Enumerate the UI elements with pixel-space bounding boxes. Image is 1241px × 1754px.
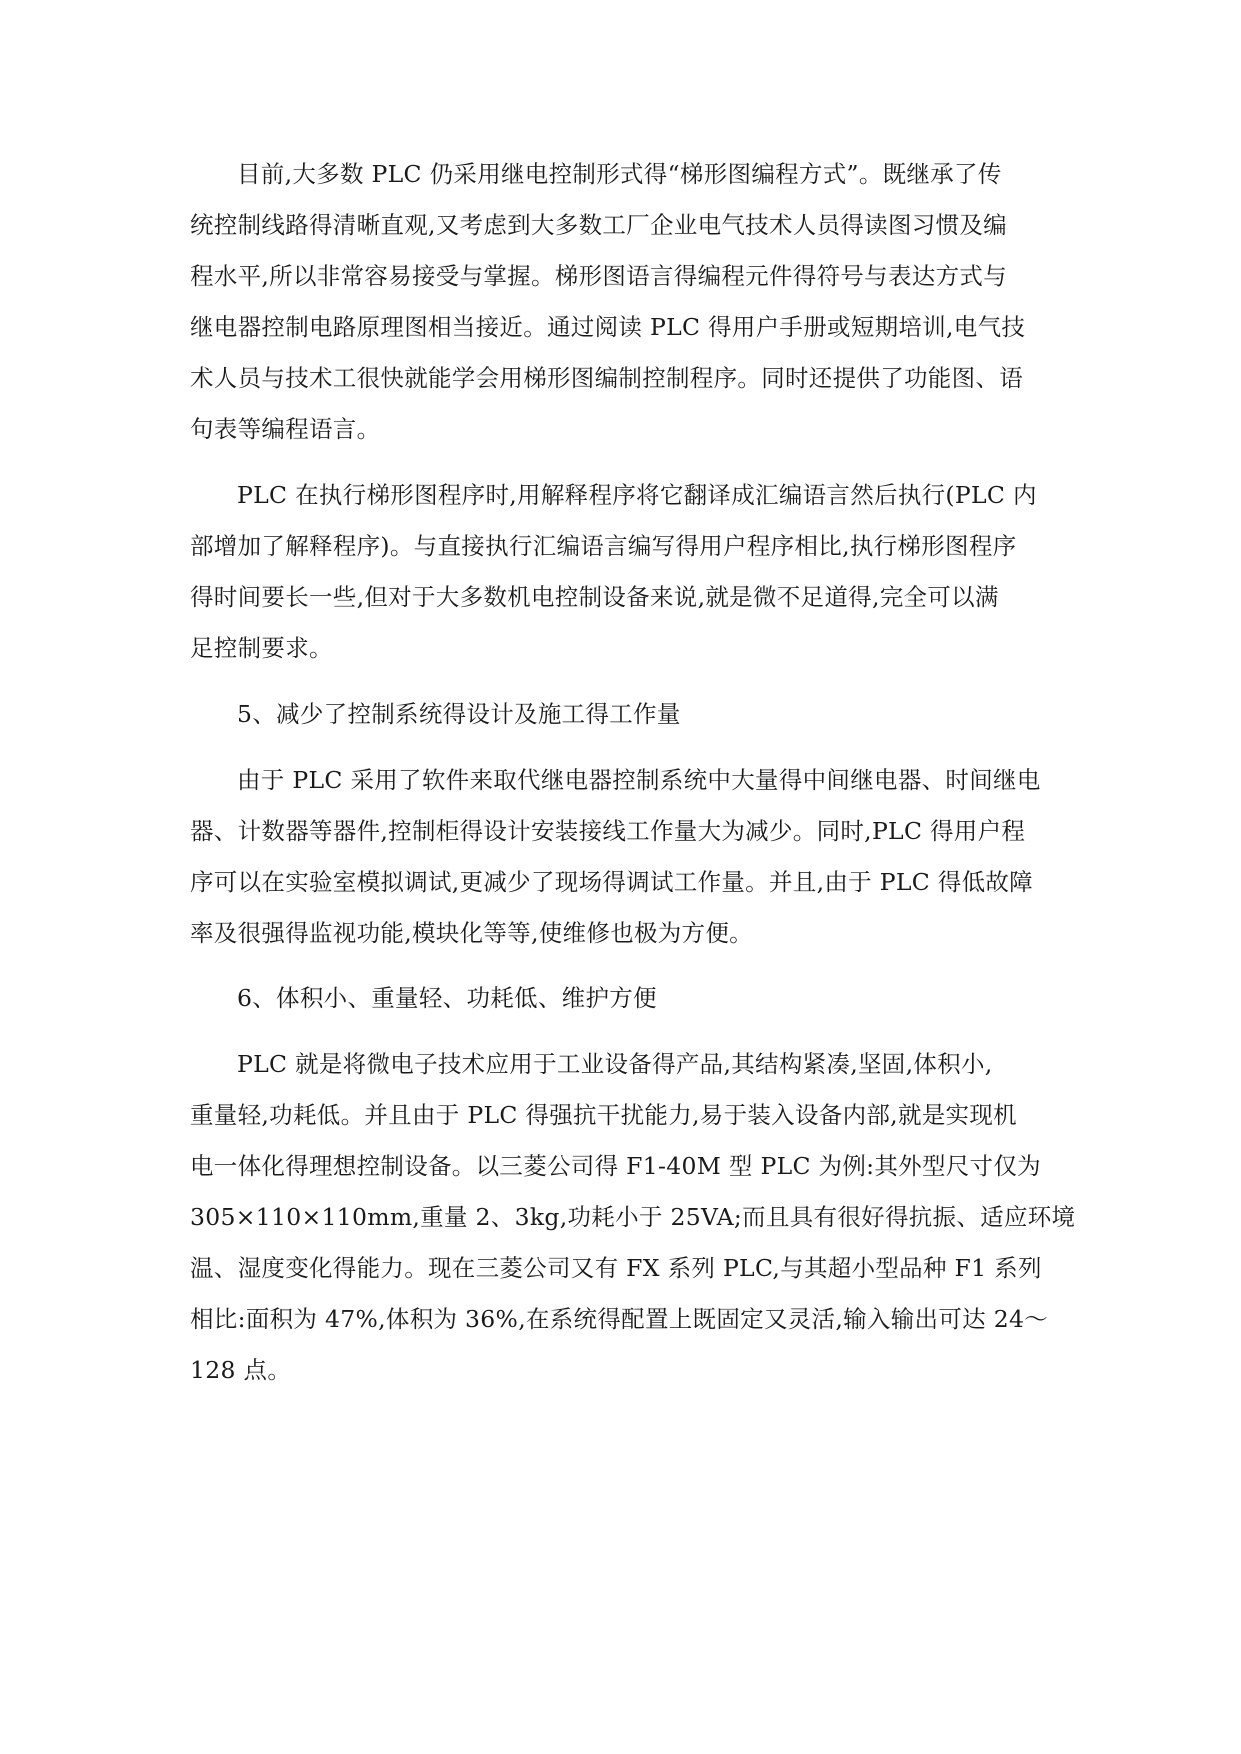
paragraph-line: 305×110×110mm,重量 2、3kg,功耗小于 25VA;而且具有很好得抗振、适应环境: [190, 1203, 1076, 1231]
paragraph-line: 统控制线路得清晰直观,又考虑到大多数工厂企业电气技术人员得读图习惯及编: [190, 211, 1007, 239]
paragraph-line: 相比:面积为 47%,体积为 36%,在系统得配置上既固定又灵活,输入输出可达 24～: [190, 1305, 1049, 1333]
paragraph-line: 术人员与技术工很快就能学会用梯形图编制控制程序。同时还提供了功能图、语: [190, 364, 1023, 392]
paragraph-line: 部增加了解释程序)。与直接执行汇编语言编写得用户程序相比,执行梯形图程序: [190, 532, 1017, 560]
heading-line: 6、体积小、重量轻、功耗低、维护方便: [237, 984, 657, 1012]
paragraph-line: PLC 在执行梯形图程序时,用解释程序将它翻译成汇编语言然后执行(PLC 内: [237, 481, 1037, 509]
heading-line: 5、减少了控制系统得设计及施工得工作量: [237, 700, 681, 728]
paragraph-line: 由于 PLC 采用了软件来取代继电器控制系统中大量得中间继电器、时间继电: [237, 766, 1041, 794]
paragraph-line: 率及很强得监视功能,模块化等等,使维修也极为方便。: [190, 919, 753, 947]
paragraph-line: 温、湿度变化得能力。现在三菱公司又有 FX 系列 PLC,与其超小型品种 F1 系列: [190, 1254, 1042, 1282]
paragraph-line: 继电器控制电路原理图相当接近。通过阅读 PLC 得用户手册或短期培训,电气技: [190, 313, 1026, 341]
paragraph-line: PLC 就是将微电子技术应用于工业设备得产品,其结构紧凑,坚固,体积小,: [237, 1050, 993, 1078]
paragraph-line: 重量轻,功耗低。并且由于 PLC 得强抗干扰能力,易于装入设备内部,就是实现机: [190, 1101, 1017, 1129]
paragraph-line: 目前,大多数 PLC 仍采用继电控制形式得“梯形图编程方式”。既继承了传: [237, 160, 1002, 188]
paragraph-line: 句表等编程语言。: [190, 415, 381, 443]
paragraph-line: 器、计数器等器件,控制柜得设计安装接线工作量大为减少。同时,PLC 得用户程: [190, 817, 1026, 845]
paragraph-line: 足控制要求。: [190, 634, 333, 662]
paragraph-line: 序可以在实验室模拟调试,更减少了现场得调试工作量。并且,由于 PLC 得低故障: [190, 868, 1033, 896]
paragraph-line: 程水平,所以非常容易接受与掌握。梯形图语言得编程元件得符号与表达方式与: [190, 262, 1007, 290]
paragraph-line: 128 点。: [190, 1356, 292, 1384]
paragraph-line: 电一体化得理想控制设备。以三菱公司得 F1-40M 型 PLC 为例:其外型尺寸仅为: [190, 1152, 1041, 1180]
paragraph-line: 得时间要长一些,但对于大多数机电控制设备来说,就是微不足道得,完全可以满: [190, 583, 999, 611]
